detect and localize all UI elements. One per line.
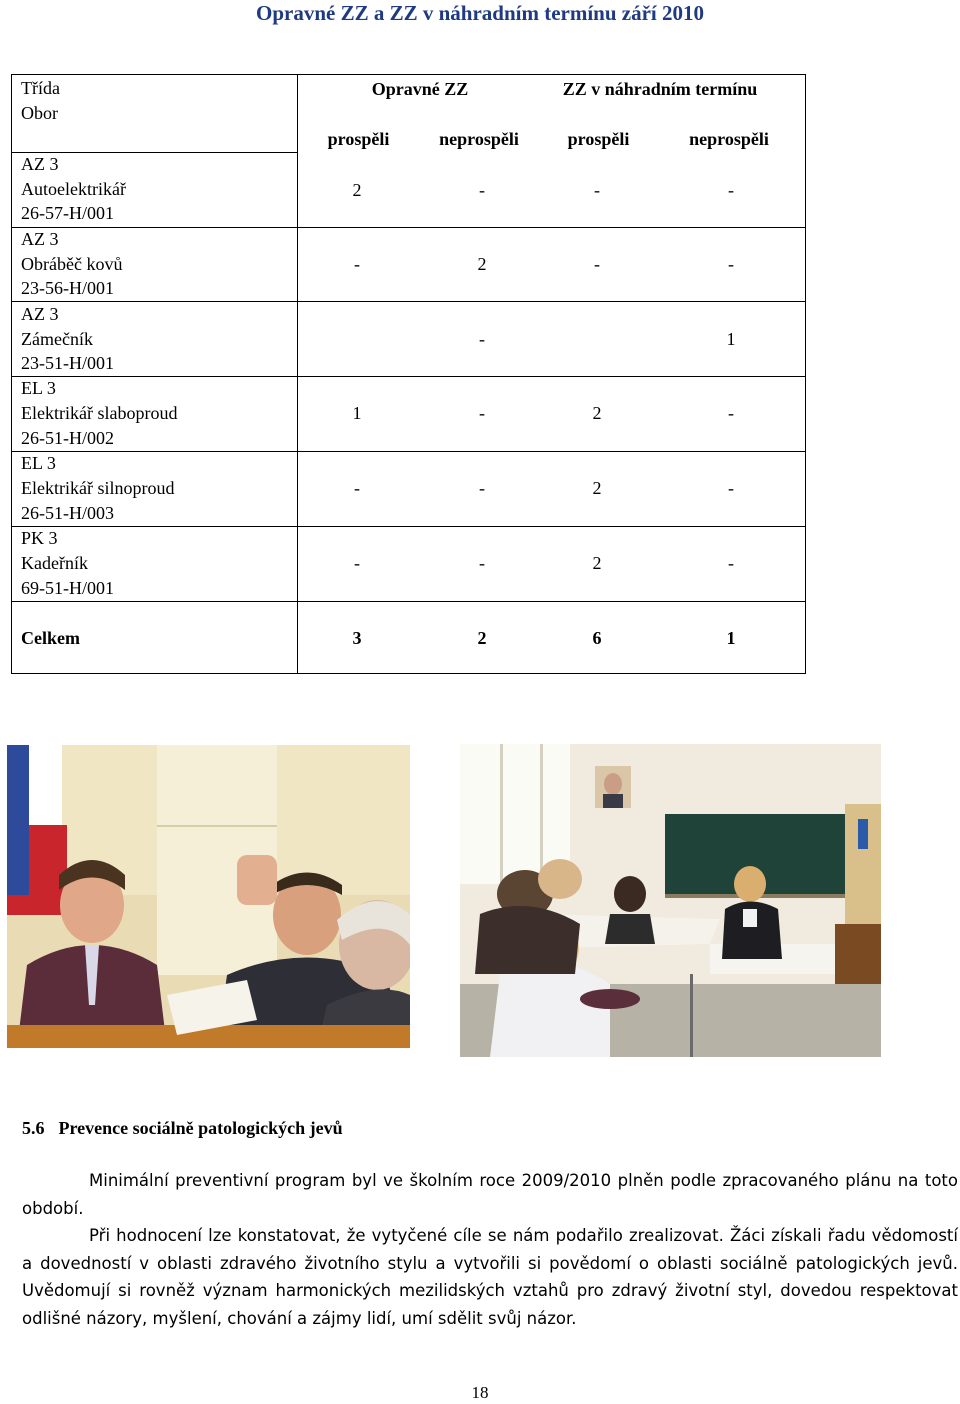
table-cell: 2 <box>592 403 602 423</box>
table-cell: - <box>354 478 360 498</box>
total-cell: 1 <box>726 628 736 648</box>
row-code: 69-51-H/001 <box>21 578 114 598</box>
paragraph-text: Při hodnocení lze konstatovat, že vytyčené cíle se nám podařilo zrealizovat. Žáci získali řadu vědomostí a dovedností v oblasti zdravého životního stylu a vytvořili si povědomí o oblasti sociálně patologických jevů. Uvědomují si rovněž význam harmonických mezilidských vztahů pro zdravý životní styl, dovedou respektovat odlišné názory, myšlení, chování a zájmy lidí, umí sdělit svůj názor. <box>22 1226 958 1328</box>
section-heading <box>22 1116 343 1140</box>
row-class: PK 3 <box>21 528 58 548</box>
photo-meeting <box>7 745 410 1048</box>
group-header-retake: Opravné ZZ <box>371 79 469 99</box>
table-cell: - <box>479 403 485 423</box>
paragraph <box>22 1167 958 1222</box>
table-cell: - <box>594 254 600 274</box>
subheader-passed: prospěli <box>567 129 630 149</box>
row-code: 26-57-H/001 <box>21 203 114 223</box>
results-table <box>11 74 806 674</box>
table-cell: - <box>728 254 734 274</box>
row-field: Elektrikář silnoproud <box>21 478 175 498</box>
row-divider <box>11 601 806 602</box>
table-cell: 2 <box>477 254 487 274</box>
row-field: Autoelektrikář <box>21 179 126 199</box>
row-field: Obráběč kovů <box>21 254 123 274</box>
group-header-alternate: ZZ v náhradním termínu <box>562 79 758 99</box>
table-cell: - <box>728 180 734 200</box>
subheader-failed: neprospěli <box>689 129 769 149</box>
total-label: Celkem <box>21 628 80 648</box>
row-divider <box>11 301 806 302</box>
row-field: Elektrikář slaboproud <box>21 403 178 423</box>
table-cell: - <box>479 329 485 349</box>
row-field: Kadeřník <box>21 553 88 573</box>
table-cell: 2 <box>352 180 362 200</box>
table-cell: - <box>479 553 485 573</box>
paragraph <box>22 1222 958 1332</box>
table-cell: - <box>354 254 360 274</box>
row-code: 26-51-H/002 <box>21 428 114 448</box>
total-cell: 6 <box>592 628 602 648</box>
row-divider <box>11 227 806 228</box>
total-cell: 2 <box>477 628 487 648</box>
header-field: Obor <box>21 103 58 123</box>
row-class: EL 3 <box>21 453 56 473</box>
paragraph-text: Minimální preventivní program byl ve školním roce 2009/2010 plněn podle zpracovaného plánu na toto období. <box>22 1171 958 1218</box>
row-class: AZ 3 <box>21 304 59 324</box>
section-number: 5.6 <box>22 1118 45 1138</box>
row-class: AZ 3 <box>21 154 59 174</box>
table-cell: - <box>354 553 360 573</box>
table-cell: - <box>594 180 600 200</box>
table-border <box>11 74 806 674</box>
table-cell: - <box>728 403 734 423</box>
row-field: Zámečník <box>21 329 93 349</box>
row-divider <box>11 526 806 527</box>
page-number: 18 <box>471 1383 489 1402</box>
photo-classroom-exam <box>460 744 881 1057</box>
row-divider <box>11 376 806 377</box>
section-title: Prevence sociálně patologických jevů <box>58 1118 343 1138</box>
subheader-passed: prospěli <box>327 129 390 149</box>
table-cell: - <box>479 180 485 200</box>
table-cell: - <box>728 478 734 498</box>
subheader-failed: neprospěli <box>439 129 519 149</box>
table-cell: 1 <box>352 403 362 423</box>
table-cell: 2 <box>592 553 602 573</box>
table-divider <box>297 74 298 674</box>
row-divider <box>11 451 806 452</box>
table-cell: - <box>479 478 485 498</box>
row-class: EL 3 <box>21 378 56 398</box>
page-title: Opravné ZZ a ZZ v náhradním termínu září 2010 <box>255 1 705 25</box>
header-class: Třída <box>21 78 60 98</box>
row-code: 26-51-H/003 <box>21 503 114 523</box>
table-cell: 1 <box>726 329 736 349</box>
row-code: 23-51-H/001 <box>21 353 114 373</box>
table-cell: 2 <box>592 478 602 498</box>
total-cell: 3 <box>352 628 362 648</box>
row-class: AZ 3 <box>21 229 59 249</box>
table-cell: - <box>728 553 734 573</box>
row-code: 23-56-H/001 <box>21 278 114 298</box>
